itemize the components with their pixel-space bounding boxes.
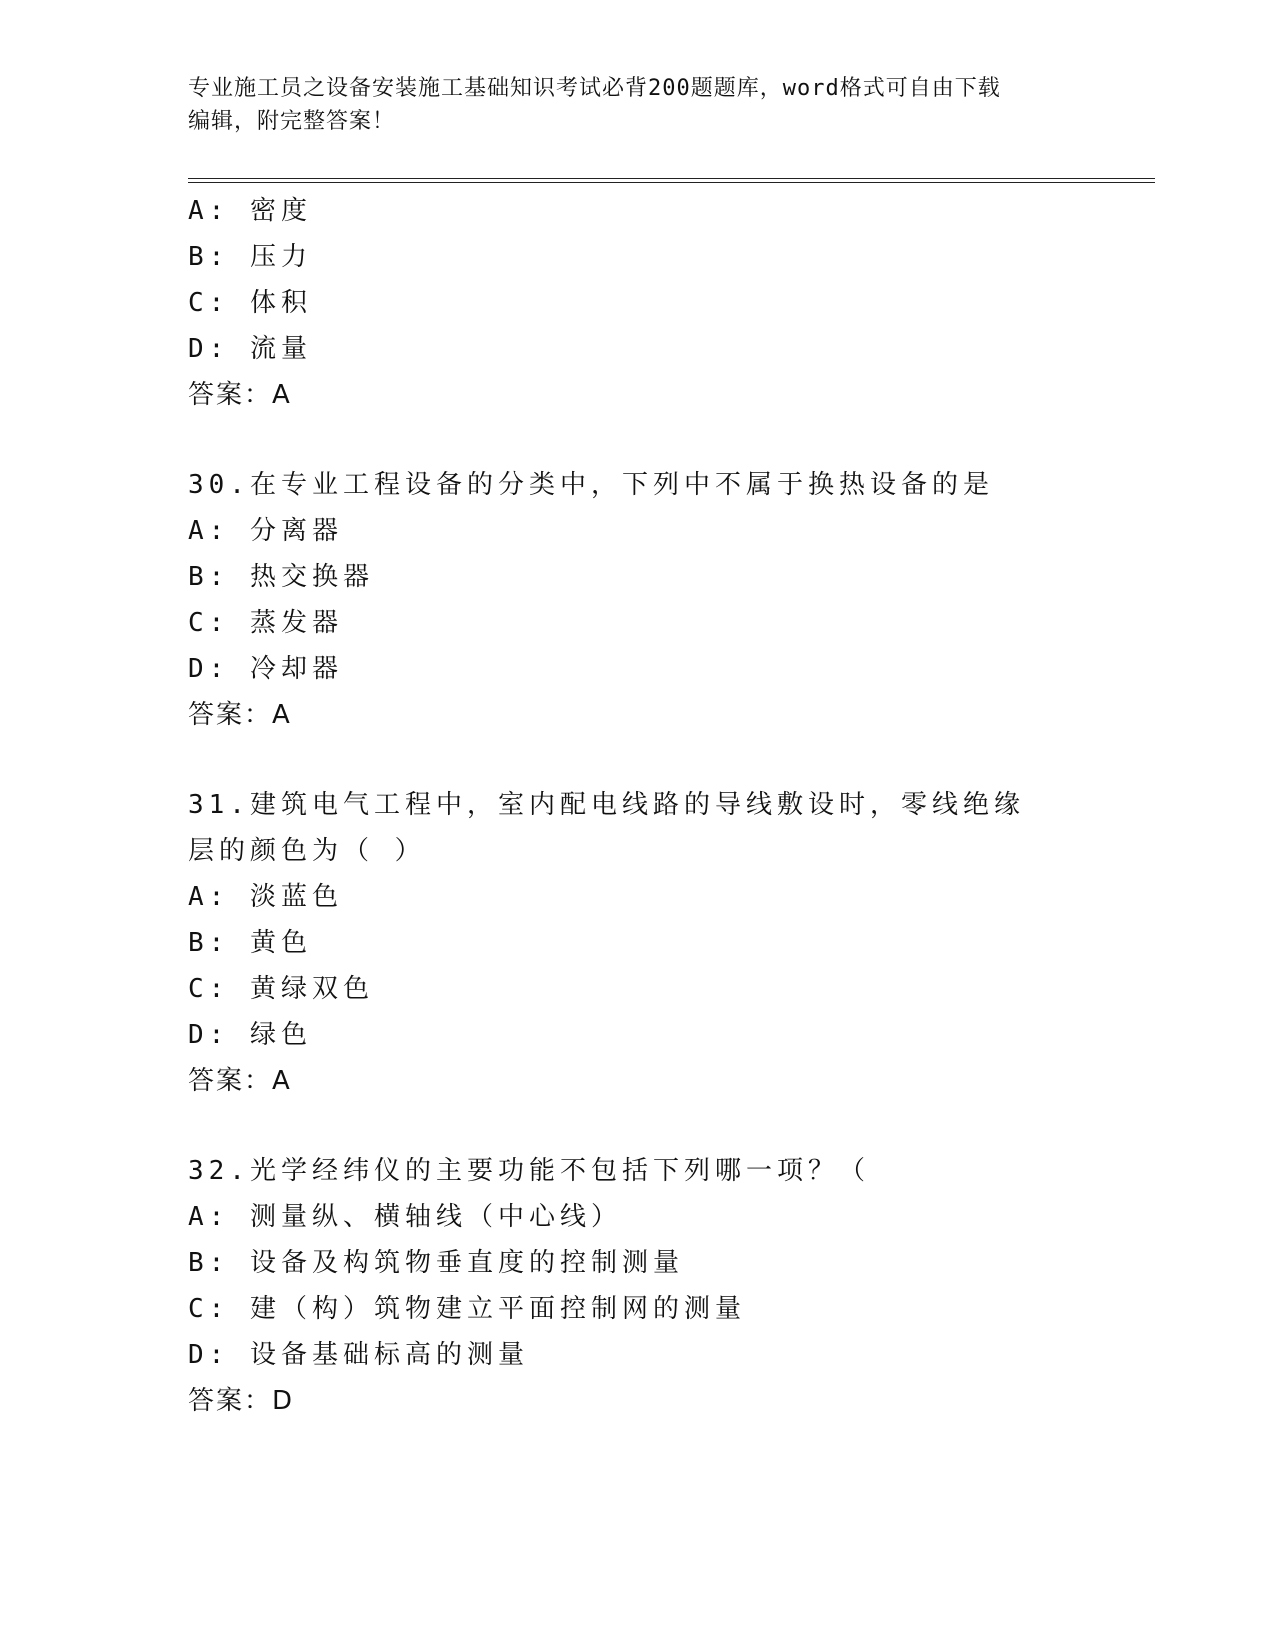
option-a: A: 淡蓝色 [188, 882, 343, 912]
header-title-line1: 专业施工员之设备安装施工基础知识考试必背200题题库，word格式可自由下载 [188, 76, 1001, 101]
question-stem: 31.建筑电气工程中，室内配电线路的导线敷设时，零线绝缘层的颜色为（ ） [188, 790, 1025, 866]
option-b: B: 压力 [188, 242, 312, 272]
header-divider [188, 178, 1155, 183]
answer-line: 答案：D [188, 1386, 295, 1416]
option-d: D: 绿色 [188, 1020, 312, 1050]
document-header [188, 72, 1068, 138]
question-stem: 30.在专业工程设备的分类中，下列中不属于换热设备的是 [188, 470, 994, 500]
option-a: A: 密度 [188, 196, 312, 226]
question-block-32 [188, 1148, 1088, 1424]
header-title-line2: 编辑，附完整答案！ [188, 109, 396, 134]
answer-line: 答案：A [188, 380, 292, 410]
option-a: A: 测量纵、横轴线（中心线） [188, 1202, 622, 1232]
option-c: C: 体积 [188, 288, 312, 318]
option-d: D: 流量 [188, 334, 312, 364]
option-c: C: 蒸发器 [188, 608, 343, 638]
option-c: C: 黄绿双色 [188, 974, 374, 1004]
answer-line: 答案：A [188, 1066, 292, 1096]
question-block-31 [188, 782, 1088, 1104]
question-block-29 [188, 188, 1088, 418]
option-d: D: 冷却器 [188, 654, 343, 684]
option-b: B: 设备及构筑物垂直度的控制测量 [188, 1248, 684, 1278]
answer-line: 答案：A [188, 700, 292, 730]
question-block-30 [188, 462, 1088, 738]
option-d: D: 设备基础标高的测量 [188, 1340, 529, 1370]
question-stem: 32.光学经纬仪的主要功能不包括下列哪一项？（ [188, 1156, 870, 1186]
option-c: C: 建（构）筑物建立平面控制网的测量 [188, 1294, 746, 1324]
document-body [188, 188, 1088, 1424]
option-a: A: 分离器 [188, 516, 343, 546]
option-b: B: 热交换器 [188, 562, 374, 592]
option-b: B: 黄色 [188, 928, 312, 958]
